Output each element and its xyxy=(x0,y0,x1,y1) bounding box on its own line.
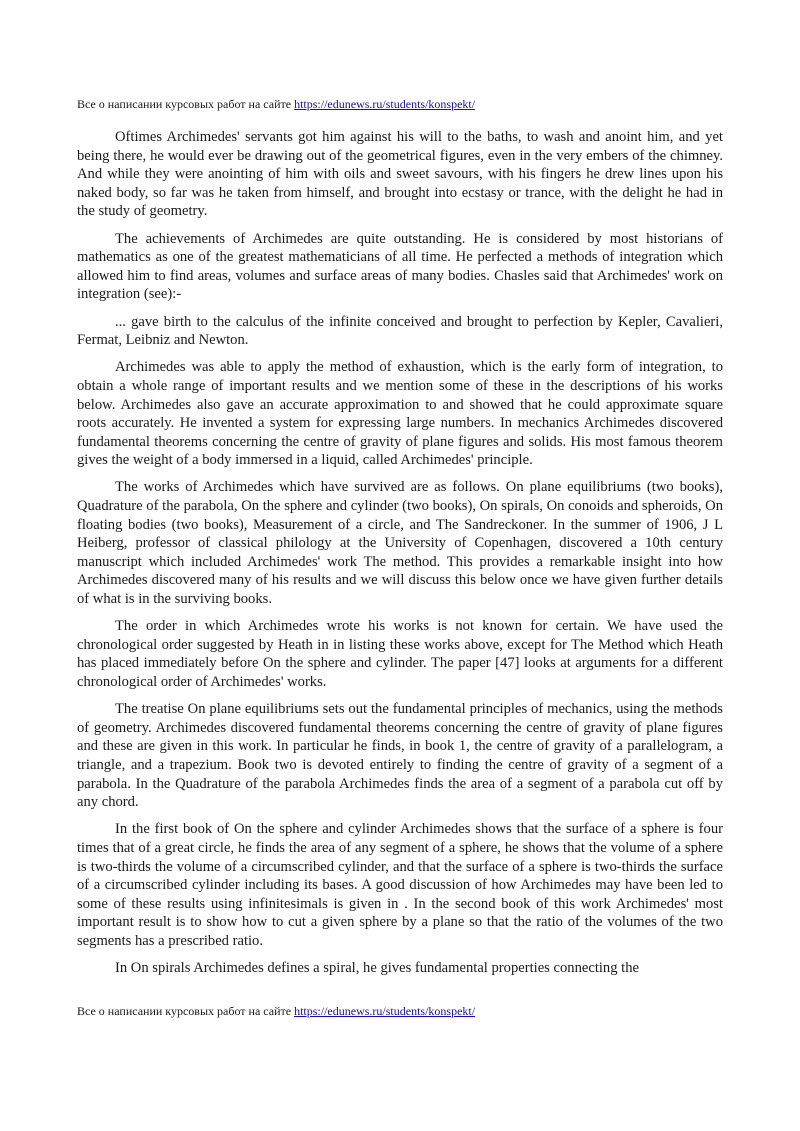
header-note-text: Все о написании курсовых работ на сайте xyxy=(77,97,295,111)
footer-link[interactable]: https://edunews.ru/students/konspekt/ xyxy=(294,1004,476,1018)
paragraph-2: The achievements of Archimedes are quite outstanding. He is considered by most historians of mathematics as one of the greatest mathematicians of all time. He perfected a methods of integration which allowed him to find areas, volumes and surface areas of many bodies. Chasles said that Archimedes' work on integration (see):- xyxy=(77,230,723,303)
paragraph-6: The order in which Archimedes wrote his works is not known for certain. We have used the chronological order suggested by Heath in in listing these works above, except for The Method which Heath has placed immediately before On the sphere and cylinder. The paper [47] looks at arguments for a different chronological order of Archimedes' works. xyxy=(77,618,723,690)
header-note xyxy=(77,97,475,112)
paragraph-1: Oftimes Archimedes' servants got him against his will to the baths, to wash and anoint him, and yet being there, he would ever be drawing out of the geometrical figures, even in the very embers of the chimney. And while they were anointing of him with oils and sweet savours, with his fingers he drew lines upon his naked body, so far was he taken from himself, and brought into ecstasy or trance, with the delight he had in the study of geometry. xyxy=(77,129,723,220)
document-body xyxy=(77,128,723,986)
paragraph-4: Archimedes was able to apply the method of exhaustion, which is the early form of integration, to obtain a whole range of important results and we mention some of these in the descriptions of his works below. Archimedes also gave an accurate approximation to and showed that he could approximate square roots accurately. He invented a system for expressing large numbers. In mechanics Archimedes discovered fundamental theorems concerning the centre of gravity of plane figures and solids. His most famous theorem gives the weight of a body immersed in a liquid, called Archimedes' principle. xyxy=(77,359,723,469)
paragraph-8: In the first book of On the sphere and cylinder Archimedes shows that the surface of a sphere is four times that of a great circle, he finds the area of any segment of a sphere, he shows that the volume of a sphere is two-thirds the volume of a circumscribed cylinder, and that the surface of a sphere is two-thirds the surface of a circumscribed cylinder including its bases. A good discussion of how Archimedes may have been led to some of these results using infinitesimals is given in . In the second book of this work Archimedes' most important result is to show how to cut a given sphere by a plane so that the ratio of the volumes of the two segments has a prescribed ratio. xyxy=(77,821,723,949)
paragraph-3-quote: ... gave birth to the calculus of the infinite conceived and brought to perfection by Kepler, Cavalieri, Fermat, Leibniz and Newton. xyxy=(77,313,723,349)
paragraph-7: The treatise On plane equilibriums sets out the fundamental principles of mechanics, using the methods of geometry. Archimedes discovered fundamental theorems concerning the centre of gravity of plane figures and these are given in this work. In particular he finds, in book 1, the centre of gravity of a parallelogram, a triangle, and a trapezium. Book two is devoted entirely to finding the centre of gravity of a segment of a parabola. In the Quadrature of the parabola Archimedes finds the area of a segment of a parabola cut off by any chord. xyxy=(77,701,723,811)
paragraph-5: The works of Archimedes which have survived are as follows. On plane equilibriums (two books), Quadrature of the parabola, On the sphere and cylinder (two books), On spirals, On conoids and spheroids, On floating bodies (two books), Measurement of a circle, and The Sandreckoner. In the summer of 1906, J L Heiberg, professor of classical philology at the University of Copenhagen, discovered a 10th century manuscript which included Archimedes' work The method. This provides a remarkable insight into how Archimedes discovered many of his results and we will discuss this below once we have given further details of what is in the surviving books. xyxy=(77,479,723,608)
paragraph-9: In On spirals Archimedes defines a spiral, he gives fundamental properties connecting the xyxy=(115,960,639,977)
header-link[interactable]: https://edunews.ru/students/konspekt/ xyxy=(294,97,476,111)
footer-note xyxy=(77,1004,475,1019)
footer-note-text: Все о написании курсовых работ на сайте xyxy=(77,1004,295,1018)
